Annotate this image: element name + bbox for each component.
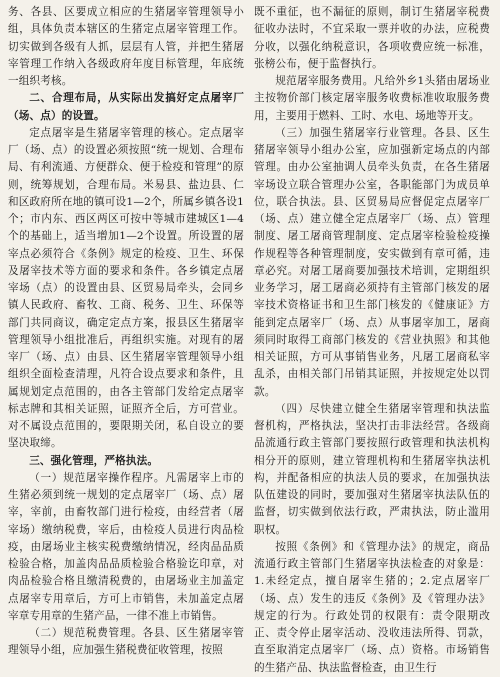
right-column (254, 4, 490, 677)
paragraph: （一）规范屠宰操作程序。凡需屠宰上市的生猪必须到统一规划的定点屠宰厂（场、点）屠宰，宰前，由畜牧部门进行检疫，由经营者（屠宰场）缴纳税费，宰后，由检疫人员进行肉品检疫，由屠场业主核实税费缴纳情况，经肉品品质检验合格，加盖肉品品质检验合格验讫印章，对肉品检验合格且缴清税费的，由屠场业主加盖定点屠宰专用章后，方可上市销售，未加盖定点屠宰章专用章的生猪产品，一律不准上市销售。 (8, 471, 244, 622)
paragraph: （二）规范税费管理。各县、区生猪屠宰管理领导小组，应加强生猪税费征收管理，按照 (8, 627, 244, 657)
paragraph: （四）尽快建立健全生猪屠宰管理和执法监督机构，严格执法，坚决打击非法经营。各级商品流通行政主管部门要按照行政管理和执法机构相分开的原则，建立管理机构和生猪屠宰执法机构，并配备相应的执法人员的要求，在加强执法队伍建设的同时，要加强对生猪屠宰执法队伍的监督，切实做到依法行政，严肃执法，防止滥用职权。 (254, 402, 490, 536)
left-column (8, 4, 244, 677)
paragraph: 定点屠宰是生猪屠宰管理的核心。定点屠宰厂（场、点）的设置必须按照“统一规划、合理布局、有利流通、方便群众、便于检疫和管理”的原则，统筹规划，合理布局。米易县、盐边县、仁和区政府所在地的镇可设1—2个，所属乡镇各设1个；市内东、西区两区可按中等城市建城区1—4个的基础上，适当增加1—2个设置。所设置的屠宰点必须符合《条例》规定的检疫、卫生、环保及屠宰技术等方面的要求和条件。各乡镇定点屠宰场（点）的设置由县、区贸易局牵头，会同乡镇人民政府、畜牧、工商、税务、卫生、环保等部门共同商议，确定定点方案，报县区生猪屠宰管理领导小组批准后，再组织实施。对现有的屠宰厂（场、点）由县、区生猪屠宰管理领导小组组织全面检查清理，凡符合设点要求和条件，且属规划定点范围的，由各主管部门发给定点屠宰标志牌和其相关证照，证照齐全后，方可营业。对不属设点范围的，要限期关闭，私自设立的要坚决取缔。 (8, 126, 244, 450)
paragraph: 按照《条例》和《管理办法》的规定，商品流通行政主管部门生猪屠宰执法检查的对象是：1.未经定点，擅自屠宰生猪的；2.定点屠宰厂（场、点）发生的违反《条例》及《管理办法》规定的行为。行政处罚的权限有：责令限期改正、责令停止屠宰活动、没收违法所得、罚款，直至取消定点屠宰厂（场、点）资格。市场销售的生猪产品、执法监督检查，由卫生行 (254, 540, 490, 674)
paragraph: 规范屠宰服务费用。凡给外乡1头猪由屠场业主按物价部门核定屠宰服务收费标准收取服务费用，主要用于燃料、工时、水电、场地等开支。 (254, 75, 490, 122)
section-heading: 二、合理布局，从实际出发搞好定点屠宰厂（场、点）的设置。 (8, 92, 244, 122)
section-heading: 三、强化管理，严格执法。 (29, 454, 159, 467)
paragraph: （三）加强生猪屠宰行业管理。各县、区生猪屠宰领导小组办公室，应加强新定场点的内部管理。由办公室抽调人员牵头负责，在各生猪屠宰场设立联合管理办公室，各职能部门为成员单位，联合执法。县、区贸易局应督促定点屠宰厂（场、点）建立健全定点屠宰厂（场、点）管理制度、屠工屠商管理制度、定点屠宰检验检疫操作规程等各种管理制度，安实做到有章可循，违章必究。对屠工屠商要加强技术培训，定期组织业务学习，屠工屠商必须持有主管部门核发的屠宰技术资格证书和卫生部门核发的《健康证》方能到定点屠宰厂（场、点）从事屠宰加工，屠商须同时取得工商部门核发的《营业执照》和其他相关证照，方可从事销售业务，凡屠工屠商私宰乱杀，由相关部门吊销其证照，并按规定处以罚款。 (254, 126, 490, 398)
two-column-body (8, 4, 490, 677)
paragraph: 既不重征，也不漏征的原则，制订生猪屠宰税费征收办法时，不宜采取一票并收的办法，应税费分收，以强化纳税意识，各项收费应统一标准，张榜公布，便于监督执行。 (254, 6, 490, 70)
paragraph: 务、各县、区要成立相应的生猪屠宰管理领导小组，具体负责本辖区的生猪定点屠宰管理工作。切实做到各级有人抓，层层有人管，并把生猪屠宰管理工作纳入各级政府年度目标管理，年底统一组织考核。 (8, 6, 244, 87)
